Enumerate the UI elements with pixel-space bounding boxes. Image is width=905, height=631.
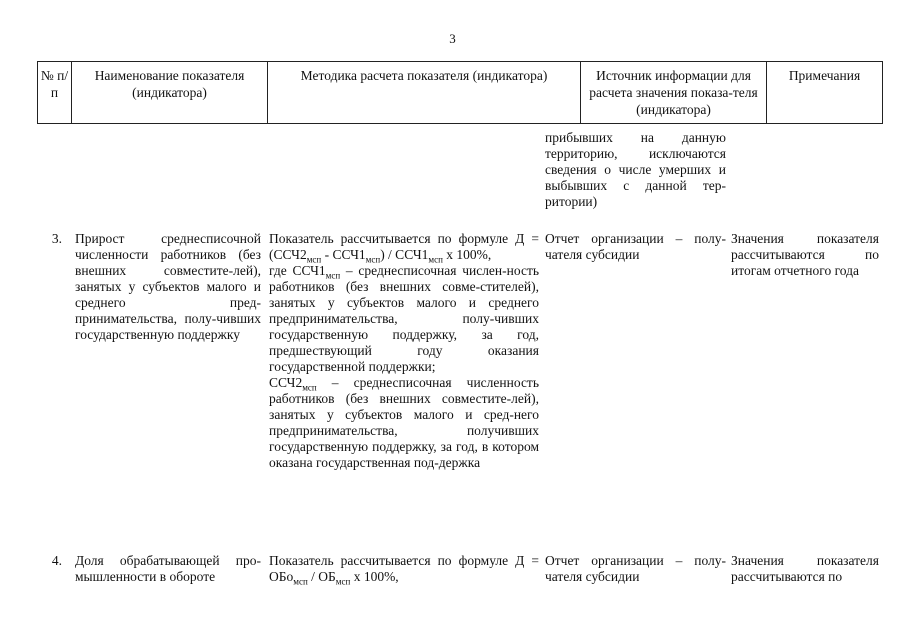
row-3-number: 3. xyxy=(51,231,62,246)
row-4-source: Отчет организации – полу-чателя субсидии xyxy=(545,553,726,584)
continuation-source-text: прибывших на данную территорию, исключаются сведения о числе умерших и выбывших с данной тер-ритории) xyxy=(545,130,726,209)
row-3-source: Отчет организации – полу-чателя субсидии xyxy=(545,231,726,262)
header-col-method: Методика расчета показателя (индикатора) xyxy=(267,62,580,123)
row-3-where-ssch2: $ССЧ2_{мсп}$ – среднесписочная численность работников (без внешних совместите-лей), занятых у субъектов малого и сред-него предпринимательства, получивших государственную поддержку, за год, в котором оказана государственная под-держка xyxy=(269,375,539,470)
table-header xyxy=(37,61,883,124)
row-4-note: Значения показателя рассчитываются по xyxy=(731,553,879,584)
header-col-source: Источник информации для расчета значения показа-теля (индикатора) xyxy=(580,62,766,123)
header-col-number: № п/п xyxy=(40,68,69,100)
row-3-note: Значения показателя рассчитываются по итогам отчетного года xyxy=(731,231,879,278)
row-3-formula: Показатель рассчитывается по формуле $Д = (ССЧ2_{мсп} - ССЧ1_{мсп}) / ССЧ1_{мсп}$ x 100%, xyxy=(269,231,539,265)
row-3-method xyxy=(269,231,539,471)
page-number: 3 xyxy=(449,31,456,46)
row-4-indicator-name: Доля обрабатывающей про-мышленности в обороте xyxy=(75,553,261,584)
header-col-name: Наименование показателя (индикатора) xyxy=(71,62,267,123)
row-4-method: Показатель рассчитывается по формуле $Д = ОБо_{мсп} / ОБ_{мсп}$ x 100%, xyxy=(269,553,539,587)
row-3-where-ssch1: где $ССЧ1_{мсп}$ – среднесписочная числен-ность работников (без внешних совме-стителей), занятых у субъектов малого и среднего предпринимательства, полу-чивших государственную поддержку, за год, предшествующий году оказания государственной поддержки; xyxy=(269,263,540,374)
header-col-notes: Примечания xyxy=(766,62,882,123)
row-3-indicator-name: Прирост среднесписочной численности работников (без внешних совместите-лей), занятых у субъектов малого и среднего пред-принимательства, полу-чивших государственную поддержку xyxy=(75,231,261,342)
row-4-number: 4. xyxy=(51,553,62,568)
